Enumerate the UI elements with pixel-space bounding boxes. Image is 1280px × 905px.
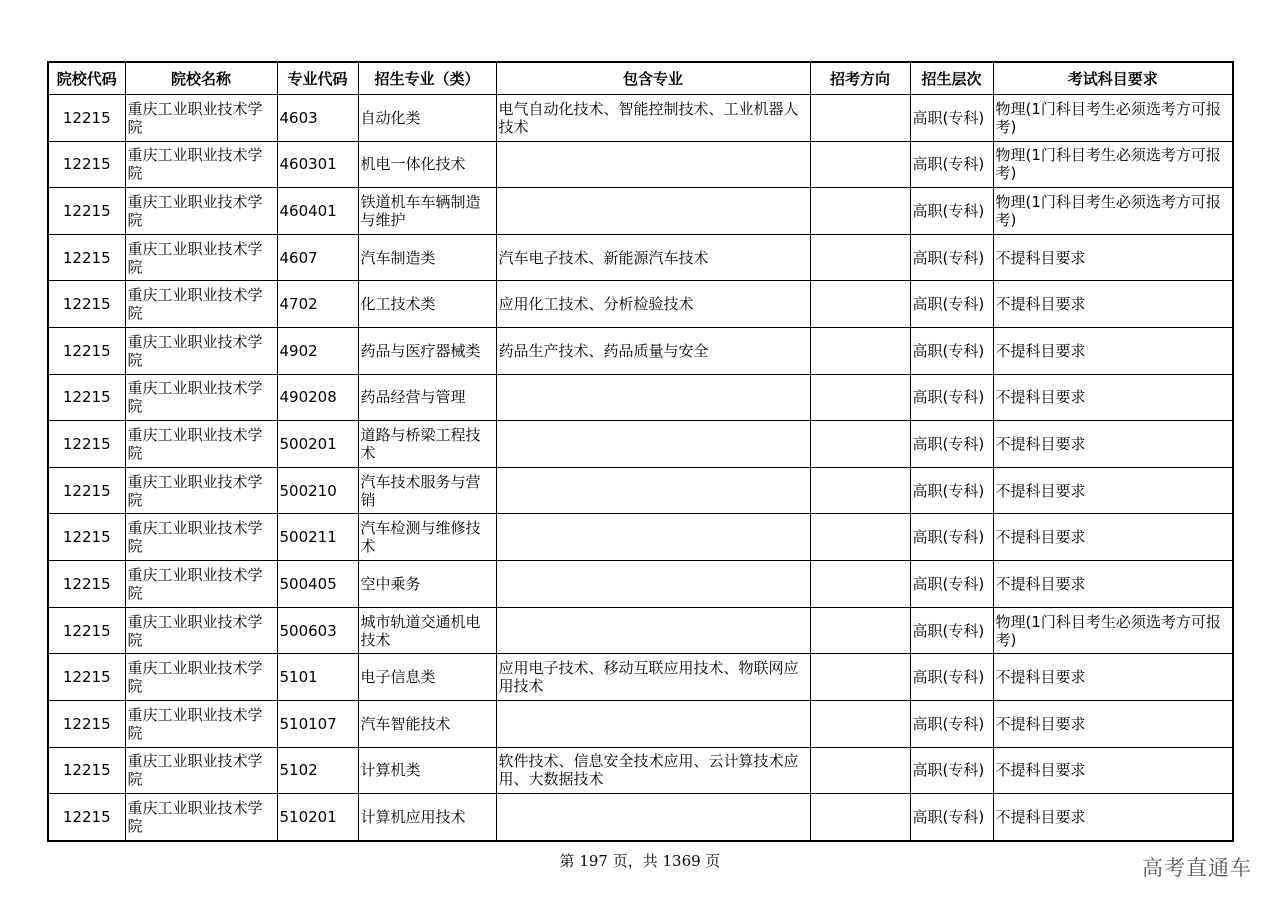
level-cell: 高职(专科)	[910, 794, 993, 841]
subject-requirement-cell: 不提科目要求	[993, 747, 1233, 794]
watermark-text: 高考直通车	[1142, 856, 1252, 880]
column-header: 院校名称	[125, 62, 277, 95]
school-code-cell: 12215	[48, 561, 125, 608]
school-name-cell: 重庆工业职业技术学院	[125, 281, 277, 328]
subject-requirement-cell: 不提科目要求	[993, 467, 1233, 514]
major-cell: 电子信息类	[358, 654, 496, 701]
direction-cell	[810, 654, 910, 701]
school-code-cell: 12215	[48, 700, 125, 747]
column-header: 院校代码	[48, 62, 125, 95]
school-code-cell: 12215	[48, 514, 125, 561]
table-row	[48, 374, 1233, 421]
major-cell: 自动化类	[358, 95, 496, 142]
school-name-cell: 重庆工业职业技术学院	[125, 188, 277, 235]
major-cell: 道路与桥梁工程技术	[358, 421, 496, 468]
subject-requirement-cell: 物理(1门科目考生必须选考方可报考)	[993, 188, 1233, 235]
school-code-cell: 12215	[48, 234, 125, 281]
major-code-cell: 510107	[277, 700, 358, 747]
direction-cell	[810, 514, 910, 561]
included-majors-cell: 应用电子技术、移动互联应用技术、物联网应用技术	[496, 654, 810, 701]
table-body	[48, 95, 1233, 842]
table-row	[48, 141, 1233, 188]
major-code-cell: 500211	[277, 514, 358, 561]
school-code-cell: 12215	[48, 95, 125, 142]
direction-cell	[810, 607, 910, 654]
level-cell: 高职(专科)	[910, 141, 993, 188]
subject-requirement-cell: 不提科目要求	[993, 654, 1233, 701]
major-code-cell: 460301	[277, 141, 358, 188]
header-row	[48, 62, 1233, 95]
table-row	[48, 654, 1233, 701]
school-name-cell: 重庆工业职业技术学院	[125, 141, 277, 188]
subject-requirement-cell: 不提科目要求	[993, 421, 1233, 468]
table-row	[48, 188, 1233, 235]
school-name-cell: 重庆工业职业技术学院	[125, 561, 277, 608]
major-code-cell: 510201	[277, 794, 358, 841]
major-cell: 空中乘务	[358, 561, 496, 608]
school-code-cell: 12215	[48, 794, 125, 841]
major-cell: 汽车检测与维修技术	[358, 514, 496, 561]
table-row	[48, 747, 1233, 794]
school-name-cell: 重庆工业职业技术学院	[125, 607, 277, 654]
page-number: 第 197 页，共 1369 页	[559, 852, 721, 870]
included-majors-cell: 药品生产技术、药品质量与安全	[496, 328, 810, 375]
column-header: 招生专业（类）	[358, 62, 496, 95]
subject-requirement-cell: 物理(1门科目考生必须选考方可报考)	[993, 141, 1233, 188]
subject-requirement-cell: 不提科目要求	[993, 374, 1233, 421]
direction-cell	[810, 95, 910, 142]
school-code-cell: 12215	[48, 421, 125, 468]
school-name-cell: 重庆工业职业技术学院	[125, 794, 277, 841]
subject-requirement-cell: 不提科目要求	[993, 234, 1233, 281]
school-code-cell: 12215	[48, 188, 125, 235]
included-majors-cell: 软件技术、信息安全技术应用、云计算技术应用、大数据技术	[496, 747, 810, 794]
included-majors-cell: 应用化工技术、分析检验技术	[496, 281, 810, 328]
subject-requirement-cell: 不提科目要求	[993, 514, 1233, 561]
major-code-cell: 500405	[277, 561, 358, 608]
major-code-cell: 5102	[277, 747, 358, 794]
major-code-cell: 4607	[277, 234, 358, 281]
column-header: 考试科目要求	[993, 62, 1233, 95]
major-cell: 汽车智能技术	[358, 700, 496, 747]
subject-requirement-cell: 物理(1门科目考生必须选考方可报考)	[993, 607, 1233, 654]
direction-cell	[810, 141, 910, 188]
major-cell: 汽车制造类	[358, 234, 496, 281]
table-row	[48, 607, 1233, 654]
school-name-cell: 重庆工业职业技术学院	[125, 467, 277, 514]
column-header: 包含专业	[496, 62, 810, 95]
major-code-cell: 490208	[277, 374, 358, 421]
table-row	[48, 234, 1233, 281]
direction-cell	[810, 794, 910, 841]
column-header: 招生层次	[910, 62, 993, 95]
major-cell: 药品经营与管理	[358, 374, 496, 421]
school-code-cell: 12215	[48, 607, 125, 654]
column-header: 招考方向	[810, 62, 910, 95]
level-cell: 高职(专科)	[910, 514, 993, 561]
table-row	[48, 514, 1233, 561]
direction-cell	[810, 561, 910, 608]
major-code-cell: 5101	[277, 654, 358, 701]
school-code-cell: 12215	[48, 374, 125, 421]
column-header: 专业代码	[277, 62, 358, 95]
included-majors-cell	[496, 561, 810, 608]
table-row	[48, 421, 1233, 468]
subject-requirement-cell: 不提科目要求	[993, 794, 1233, 841]
level-cell: 高职(专科)	[910, 281, 993, 328]
school-code-cell: 12215	[48, 747, 125, 794]
level-cell: 高职(专科)	[910, 188, 993, 235]
major-code-cell: 4702	[277, 281, 358, 328]
level-cell: 高职(专科)	[910, 467, 993, 514]
level-cell: 高职(专科)	[910, 95, 993, 142]
direction-cell	[810, 467, 910, 514]
level-cell: 高职(专科)	[910, 700, 993, 747]
subject-requirement-cell: 不提科目要求	[993, 700, 1233, 747]
major-code-cell: 500210	[277, 467, 358, 514]
major-code-cell: 500201	[277, 421, 358, 468]
included-majors-cell	[496, 794, 810, 841]
subject-requirement-cell: 不提科目要求	[993, 561, 1233, 608]
major-cell: 汽车技术服务与营销	[358, 467, 496, 514]
school-code-cell: 12215	[48, 281, 125, 328]
school-name-cell: 重庆工业职业技术学院	[125, 95, 277, 142]
major-cell: 机电一体化技术	[358, 141, 496, 188]
included-majors-cell	[496, 141, 810, 188]
level-cell: 高职(专科)	[910, 747, 993, 794]
school-name-cell: 重庆工业职业技术学院	[125, 421, 277, 468]
subject-requirement-cell: 不提科目要求	[993, 281, 1233, 328]
direction-cell	[810, 747, 910, 794]
admission-table	[47, 61, 1234, 842]
table-row	[48, 700, 1233, 747]
direction-cell	[810, 374, 910, 421]
table-row	[48, 95, 1233, 142]
school-name-cell: 重庆工业职业技术学院	[125, 234, 277, 281]
major-cell: 计算机类	[358, 747, 496, 794]
major-cell: 铁道机车车辆制造与维护	[358, 188, 496, 235]
direction-cell	[810, 328, 910, 375]
major-code-cell: 4902	[277, 328, 358, 375]
major-code-cell: 460401	[277, 188, 358, 235]
included-majors-cell	[496, 700, 810, 747]
major-cell: 计算机应用技术	[358, 794, 496, 841]
school-name-cell: 重庆工业职业技术学院	[125, 654, 277, 701]
included-majors-cell: 电气自动化技术、智能控制技术、工业机器人技术	[496, 95, 810, 142]
level-cell: 高职(专科)	[910, 561, 993, 608]
included-majors-cell	[496, 421, 810, 468]
major-cell: 药品与医疗器械类	[358, 328, 496, 375]
direction-cell	[810, 700, 910, 747]
included-majors-cell	[496, 467, 810, 514]
subject-requirement-cell: 物理(1门科目考生必须选考方可报考)	[993, 95, 1233, 142]
included-majors-cell: 汽车电子技术、新能源汽车技术	[496, 234, 810, 281]
level-cell: 高职(专科)	[910, 654, 993, 701]
school-code-cell: 12215	[48, 328, 125, 375]
table-row	[48, 561, 1233, 608]
included-majors-cell	[496, 374, 810, 421]
table-row	[48, 794, 1233, 841]
included-majors-cell	[496, 514, 810, 561]
school-name-cell: 重庆工业职业技术学院	[125, 700, 277, 747]
major-code-cell: 4603	[277, 95, 358, 142]
school-code-cell: 12215	[48, 654, 125, 701]
level-cell: 高职(专科)	[910, 328, 993, 375]
direction-cell	[810, 421, 910, 468]
major-cell: 化工技术类	[358, 281, 496, 328]
included-majors-cell	[496, 188, 810, 235]
school-name-cell: 重庆工业职业技术学院	[125, 514, 277, 561]
major-code-cell: 500603	[277, 607, 358, 654]
level-cell: 高职(专科)	[910, 234, 993, 281]
direction-cell	[810, 188, 910, 235]
table-row	[48, 281, 1233, 328]
school-code-cell: 12215	[48, 141, 125, 188]
level-cell: 高职(专科)	[910, 421, 993, 468]
direction-cell	[810, 281, 910, 328]
table-row	[48, 328, 1233, 375]
subject-requirement-cell: 不提科目要求	[993, 328, 1233, 375]
table-row	[48, 467, 1233, 514]
level-cell: 高职(专科)	[910, 374, 993, 421]
school-code-cell: 12215	[48, 467, 125, 514]
school-name-cell: 重庆工业职业技术学院	[125, 747, 277, 794]
major-cell: 城市轨道交通机电技术	[358, 607, 496, 654]
direction-cell	[810, 234, 910, 281]
school-name-cell: 重庆工业职业技术学院	[125, 328, 277, 375]
included-majors-cell	[496, 607, 810, 654]
school-name-cell: 重庆工业职业技术学院	[125, 374, 277, 421]
level-cell: 高职(专科)	[910, 607, 993, 654]
